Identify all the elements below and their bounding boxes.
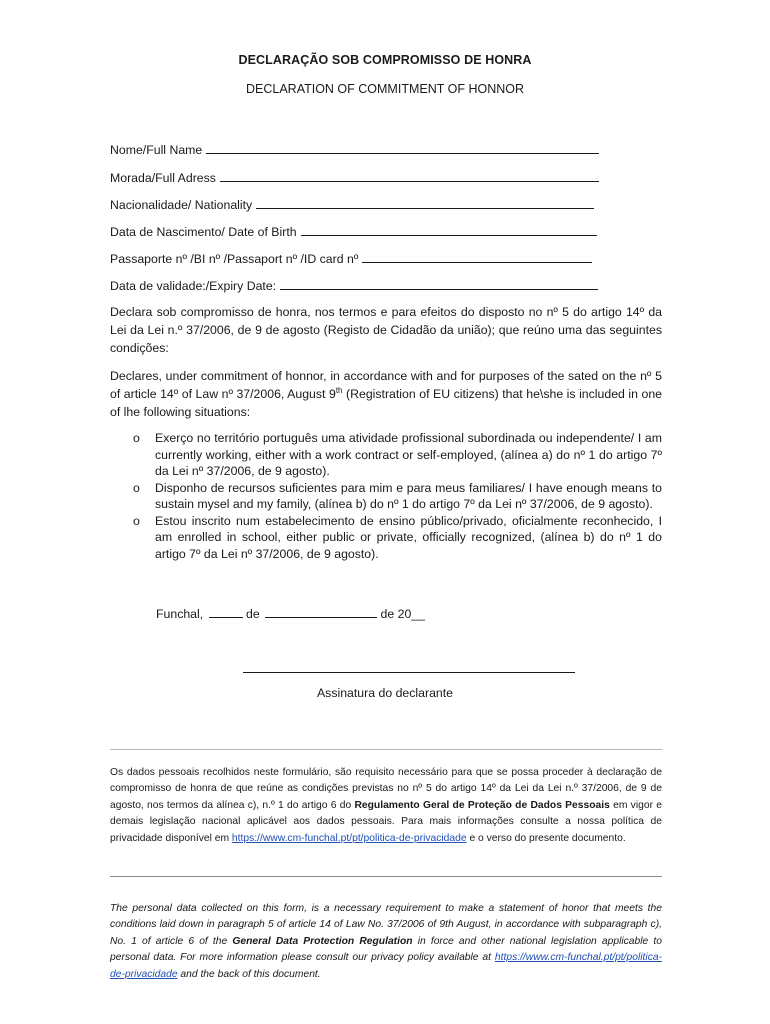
signature-line[interactable] (243, 672, 575, 673)
declaration-en-part2: (Registration of EU citizens) that he\she is included in one of lhe following situations: (110, 387, 662, 419)
place-date-line (156, 606, 425, 621)
condition-item[interactable] (133, 480, 662, 513)
nationality-blank[interactable] (256, 197, 594, 209)
privacy-notice-pt (110, 765, 662, 847)
notice-pt-text: Os dados pessoais recolhidos neste formulário, são requisito necessário para que se possa proceder à declaração de compromisso de honra de que reúne as condições previstas no nº 5 do artigo 14º da Lei da Lei n.º 37/2006, de 9 de agosto, nos termos da alínea c), n.º 1 do artigo 6 do (110, 767, 662, 811)
notice-pt-bold: Regulamento Geral de Proteção de Dados Pessoais (354, 799, 610, 811)
checkbox-marker[interactable]: o (133, 480, 140, 495)
condition-text: Exerço no território português uma atividade profissional subordinada ou independente/ I am currently working, either with a work contract or self-employed, (alínea a) do nº 1 do artigo 7º da Lei nº 37/2006, de 9 agosto). (155, 431, 662, 478)
year-prefix: de 20 (380, 607, 412, 621)
declaration-pt: Declara sob compromisso de honra, nos termos e para efeitos do disposto no nº 5 do artigo 14º da Lei da Lei n.º 37/2006, de 9 de agosto (Registo de Cidadão da união); que reúno uma das seguintes condições: (110, 305, 662, 355)
date-of-birth-blank[interactable] (301, 224, 597, 236)
declaration-en (110, 367, 662, 421)
privacy-policy-link[interactable]: https://www.cm-funchal.pt/pt/politica-de-privacidade (110, 952, 662, 980)
field-label: Nacionalidade/ Nationality (110, 198, 253, 212)
condition-item[interactable] (133, 513, 662, 563)
signature-label: Assinatura do declarante (316, 686, 454, 700)
condition-text: Estou inscrito num estabelecimento de ensino público/privado, oficialmente reconhecido, I am enrolled in school, either public or private, officially recognized, (alínea b) do nº 1 do artigo 7º da Lei nº 37/2006, de 9 agosto). (155, 513, 662, 561)
notice-pt-text: em vigor e demais legislação nacional aplicável aos dados pessoais. Para mais informações consulte a nossa política de privacidade disponível em (110, 799, 662, 844)
divider (110, 749, 662, 750)
field-label: Nome/Full Name (110, 143, 203, 157)
divider (110, 876, 662, 877)
expiry-date-blank[interactable] (280, 278, 598, 290)
passport-id-blank[interactable] (362, 251, 592, 263)
passport-id-field[interactable] (110, 251, 592, 266)
full-name-field[interactable] (110, 142, 599, 157)
full-name-blank[interactable] (206, 142, 599, 154)
declaration-en-sup: th (335, 385, 343, 395)
month-blank[interactable] (265, 606, 377, 618)
checkbox-marker[interactable]: o (133, 431, 140, 445)
notice-en-text: in force and other national legislation applicable to personal data. For more information please consult our privacy policy available at (110, 935, 662, 964)
field-label: Data de Nascimento/ Date of Birth (110, 225, 297, 239)
document-subtitle: DECLARATION OF COMMITMENT OF HONNOR (245, 82, 524, 96)
declaration-en-part1: Declares, under commitment of honnor, in accordance with and for purposes of the sated on the nº 5 of article 14º of Law nº 37/2006, August 9 (110, 369, 662, 401)
notice-en-text: and the back of this document. (177, 968, 321, 980)
day-blank[interactable] (209, 606, 243, 618)
year-blank[interactable]: __ (411, 607, 426, 621)
field-label: Passaporte nº /BI nº /Passaport nº /ID card nº (110, 252, 359, 266)
nationality-field[interactable] (110, 197, 594, 212)
notice-pt-text: e o verso do presente documento. (466, 832, 626, 844)
conditions-list (133, 430, 662, 562)
de-label: de (246, 607, 260, 621)
document-title: DECLARAÇÃO SOB COMPROMISSO DE HONRA (238, 53, 532, 67)
full-address-field[interactable] (110, 170, 599, 185)
date-of-birth-field[interactable] (110, 224, 597, 239)
notice-en-text: The personal data collected on this form, is a necessary requirement to make a statement of honor that meets the conditions laid down in paragraph 5 of article 14 of Law No. 37/2006 of 9th August, in accordance with subparagraph c), No. 1 of article 6 of the (110, 903, 662, 947)
city-label: Funchal, (156, 607, 204, 621)
condition-text: Disponho de recursos suficientes para mim e para meus familiares/ I have enough means to sustain mysel and my family, (alínea b) do nº 1 do artigo 7º da Lei nº 37/2006, de 9 agosto). (155, 480, 662, 511)
field-label: Data de validade:/Expiry Date: (110, 279, 277, 293)
condition-item[interactable] (133, 430, 662, 480)
full-address-blank[interactable] (220, 170, 599, 182)
privacy-notice-en (110, 901, 662, 983)
checkbox-marker[interactable]: o (133, 513, 140, 528)
expiry-date-field[interactable] (110, 278, 598, 293)
field-label: Morada/Full Adress (110, 171, 216, 185)
notice-en-bold: General Data Protection Regulation (232, 935, 413, 947)
privacy-policy-link[interactable]: https://www.cm-funchal.pt/pt/politica-de-privacidade (231, 832, 467, 844)
